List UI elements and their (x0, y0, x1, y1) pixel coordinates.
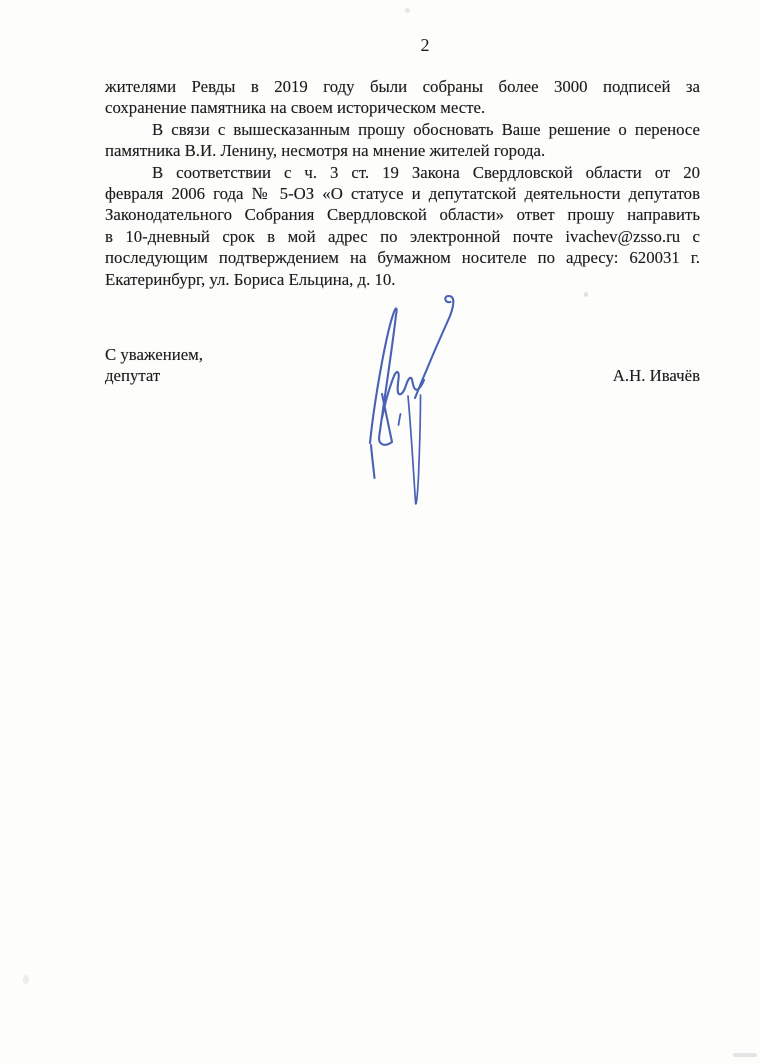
body-text-line: в 10-дневный срок в мой адрес по электронной почте ivachev@zsso.ru с (105, 226, 700, 246)
body-text-line: В соответствии с ч. 3 ст. 19 Закона Свердловской области от 20 (152, 162, 700, 182)
scan-artifact-dot (584, 292, 588, 297)
signer-name: А.Н. Ивачёв (612, 366, 700, 385)
closing-role: депутат (105, 366, 161, 386)
body-text-line: февраля 2006 года № 5-ОЗ «О статусе и депутатской деятельности депутатов (105, 184, 700, 204)
body-text-line: В связи с вышесказанным прошу обосновать Ваше решение о переносе (152, 119, 700, 139)
scan-artifact-dot (405, 8, 410, 13)
handwritten-signature-ink (350, 288, 475, 523)
page-number: 2 (420, 35, 430, 55)
body-text-line: Екатеринбург, ул. Бориса Ельцина, д. 10. (105, 269, 396, 289)
body-text-line: памятника В.И. Ленину, несмотря на мнение жителей города. (105, 141, 546, 161)
closing-regards: С уважением, (105, 345, 203, 364)
body-text-line: Законодательного Собрания Свердловской области» ответ прошу направить (105, 205, 700, 225)
scan-artifact-dot (23, 975, 29, 984)
body-text-line: последующим подтверждением на бумажном носителе по адресу: 620031 г. (105, 248, 700, 268)
body-text-line: сохранение памятника на своем историческом месте. (105, 98, 486, 118)
letter-body (105, 76, 700, 290)
body-text-line: жителями Ревды в 2019 году были собраны более 3000 подписей за (105, 77, 700, 96)
scan-artifact-smudge (733, 1053, 757, 1057)
